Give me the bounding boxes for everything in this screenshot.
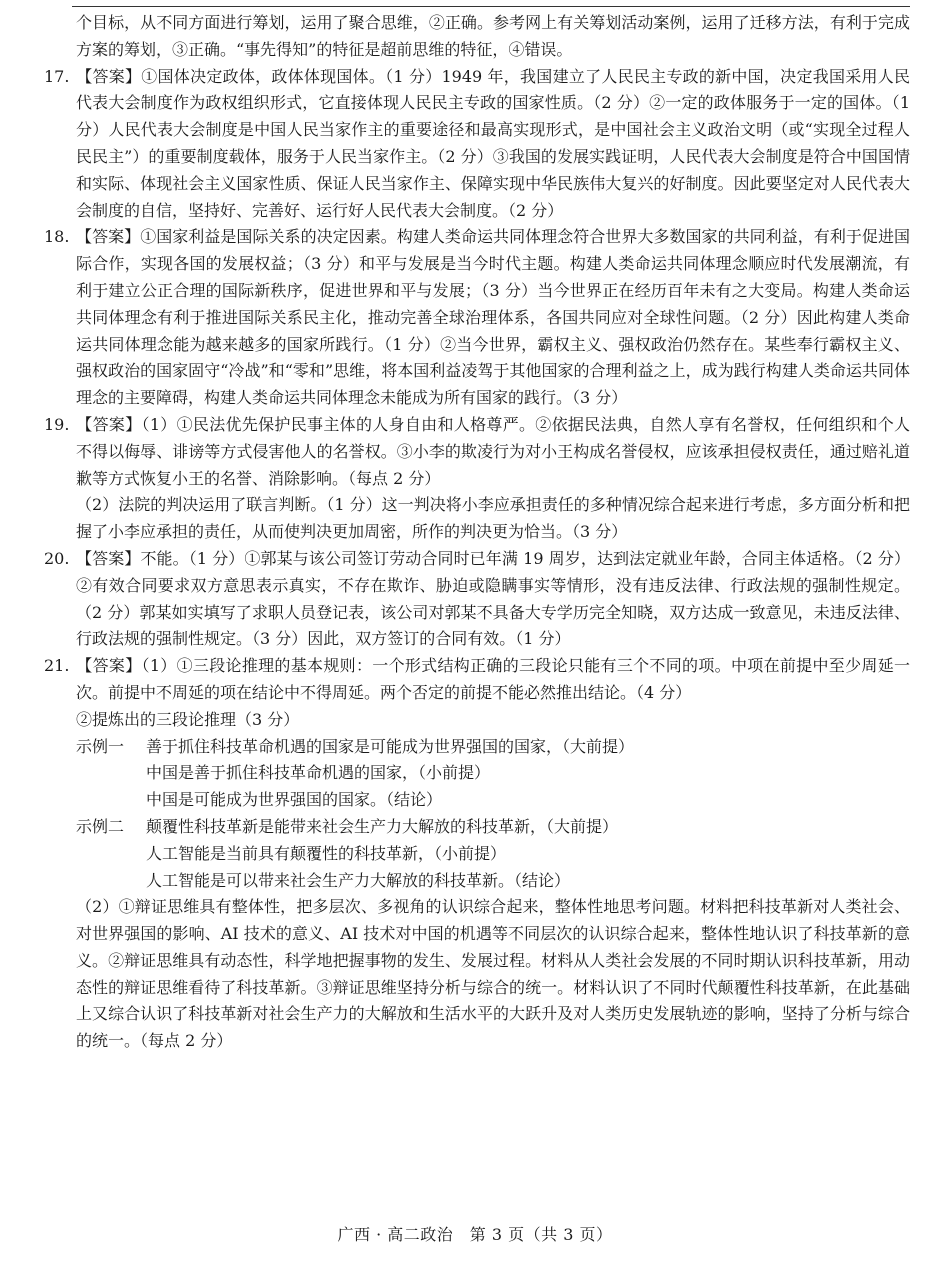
major-premise: 颠覆性科技革新是能带来社会生产力大解放的科技革新，（大前提） <box>146 816 619 836</box>
answer-number: 21. <box>44 656 70 676</box>
answer-content <box>0 10 950 1055</box>
example-2-minor: 人工智能是当前具有颠覆性的科技革新，（小前提） <box>146 843 507 863</box>
answer-text: 【答案】（1）①民法优先保护民事主体的人身自由和人格尊严。②依据民法典，自然人享有名誉权，任何组织和个人不得以侮辱、诽谤等方式侵害他人的名誉权。③小李的欺凌行为对小王构成名誉侵权，应该承担侵权责任，通过赔礼道歉等方式恢复小王的名誉、消除影响。（每点 2 分） <box>76 414 910 488</box>
answer-18 <box>44 224 950 412</box>
top-rule <box>72 6 910 7</box>
answer-text: 【答案】①国家利益是国际关系的决定因素。构建人类命运共同体理念符合世界大多数国家的共同利益，有利于促进国际合作，实现各国的发展权益；（3 分）和平与发展是当今时代主题。构建人类命运共同体理念顺应时代发展潮流，有利于建立公正合理的国际新秩序，促进世界和平与发展；（3 分）当今世界正在经历百年未有之大变局。构建人类命运共同体理念有利于推进国际关系民主化，推动完善全球治理体系，各国共同应对全球性问题。（2 分）因此构建人类命运共同体理念能为越来越多的国家所践行。（1 分）②当今世界，霸权主义、强权政治仍然存在。某些奉行霸权主义、强权政治的国家固守“冷战”和“零和”思维，将本国利益凌驾于其他国家的合理利益之上，成为践行构建人类命运共同体理念的主要障碍，构建人类命运共同体理念未能成为所有国家的践行。（3 分） <box>76 227 910 408</box>
example-1-major <box>0 734 950 761</box>
answer-text: 【答案】不能。（1 分）①郭某与该公司签订劳动合同时已年满 19 周岁，达到法定就业年龄，合同主体适格。（2 分）②有效合同要求双方意思表示真实，不存在欺诈、胁迫或隐瞒事实等情形，没有违反法律、行政法规的强制性规定。（2 分）郭某如实填写了求职人员登记表，该公司对郭某不具备大专学历完全知晓，双方达成一致意见，未违反法律、行政法规的强制性规定。（3 分）因此，双方签订的合同有效。（1 分） <box>76 548 910 649</box>
answer-19 <box>44 412 950 492</box>
example-1-conclusion: 中国是可能成为世界强国的国家。（结论） <box>146 790 443 810</box>
example-2-conclusion: 人工智能是可以带来社会生产力大解放的科技革新。（结论） <box>146 870 571 890</box>
answer-21-part2: （2）①辩证思维具有整体性，把多层次、多视角的认识综合起来，整体性地思考问题。材料把科技革新对人类社会、对世界强国的影响、AI 技术的意义、AI 技术对中国的机遇等不同层次的认识综合起来，整体性地认识了科技革新的意义。②辩证思维具有动态性，科学地把握事物的发生、发展过程。材料从人类社会发展的不同时期认识科技革新，用动态性的辩证思维看待了科技革新。③辩证思维坚持分析与综合的统一。材料认识了不同时代颠覆性科技革新，在此基础上又综合认识了科技革新对社会生产力的大解放和生活水平的大跃升及对人类历史发展轨迹的影响，坚持了分析与综合的统一。（每点 2 分） <box>76 897 910 1051</box>
example-2-major <box>0 814 950 841</box>
answer-21 <box>44 653 950 707</box>
answer-19-part2: （2）法院的判决运用了联言判断。（1 分）这一判决将小李应承担责任的多种情况综合起来进行考虑，多方面分析和把握了小李应承担的责任，从而使判决更加周密，所作的判决更为恰当。（3 分） <box>76 495 910 542</box>
answer-number: 18. <box>44 227 70 247</box>
continuation-text: 个目标，从不同方面进行筹划，运用了聚合思维，②正确。参考网上有关筹划活动案例，运用了迁移方法，有利于完成方案的筹划，③正确。“事先得知”的特征是超前思维的特征，④错误。 <box>76 13 910 59</box>
example-label: 示例一 <box>76 736 125 756</box>
answer-text: 【答案】①国体决定政体，政体体现国体。（1 分）1949 年，我国建立了人民民主专政的新中国，决定我国采用人民代表大会制度作为政权组织形式，它直接体现人民民主专政的国家性质。（2 分）②一定的政体服务于一定的国体。（1 分）人民代表大会制度是中国人民当家作主的重要途径和最高实现形式，是中国社会主义政治文明（或“实现全过程人民民主”）的重要制度载体，服务于人民当家作主。（2 分）③我国的发展实践证明，人民代表大会制度是符合中国国情和实际、体现社会主义国家性质、保证人民当家作主、保障实现中华民族伟大复兴的好制度。因此要坚定对人民代表大会制度的自信，坚持好、完善好、运行好人民代表大会制度。（2 分） <box>76 66 910 220</box>
answer-number: 17. <box>44 66 70 86</box>
major-premise: 善于抓住科技革命机遇的国家是可能成为世界强国的国家，（大前提） <box>146 736 635 756</box>
example-1-minor: 中国是善于抓住科技革命机遇的国家，（小前提） <box>146 763 491 783</box>
answer-number: 20. <box>44 548 70 568</box>
answer-number: 19. <box>44 414 70 434</box>
answer-text: 【答案】（1）①三段论推理的基本规则：一个形式结构正确的三段论只能有三个不同的项。中项在前提中至少周延一次。前提中不周延的项在结论中不得周延。两个否定的前提不能必然推出结论。（4 分） <box>76 656 910 702</box>
answer-20 <box>44 546 950 653</box>
answer-17 <box>44 64 950 225</box>
example-label: 示例二 <box>76 816 125 836</box>
page-footer: 广西 · 高二政治 第 3 页（共 3 页） <box>337 1225 613 1244</box>
syllogism-heading: ②提炼出的三段论推理（3 分） <box>76 709 300 729</box>
